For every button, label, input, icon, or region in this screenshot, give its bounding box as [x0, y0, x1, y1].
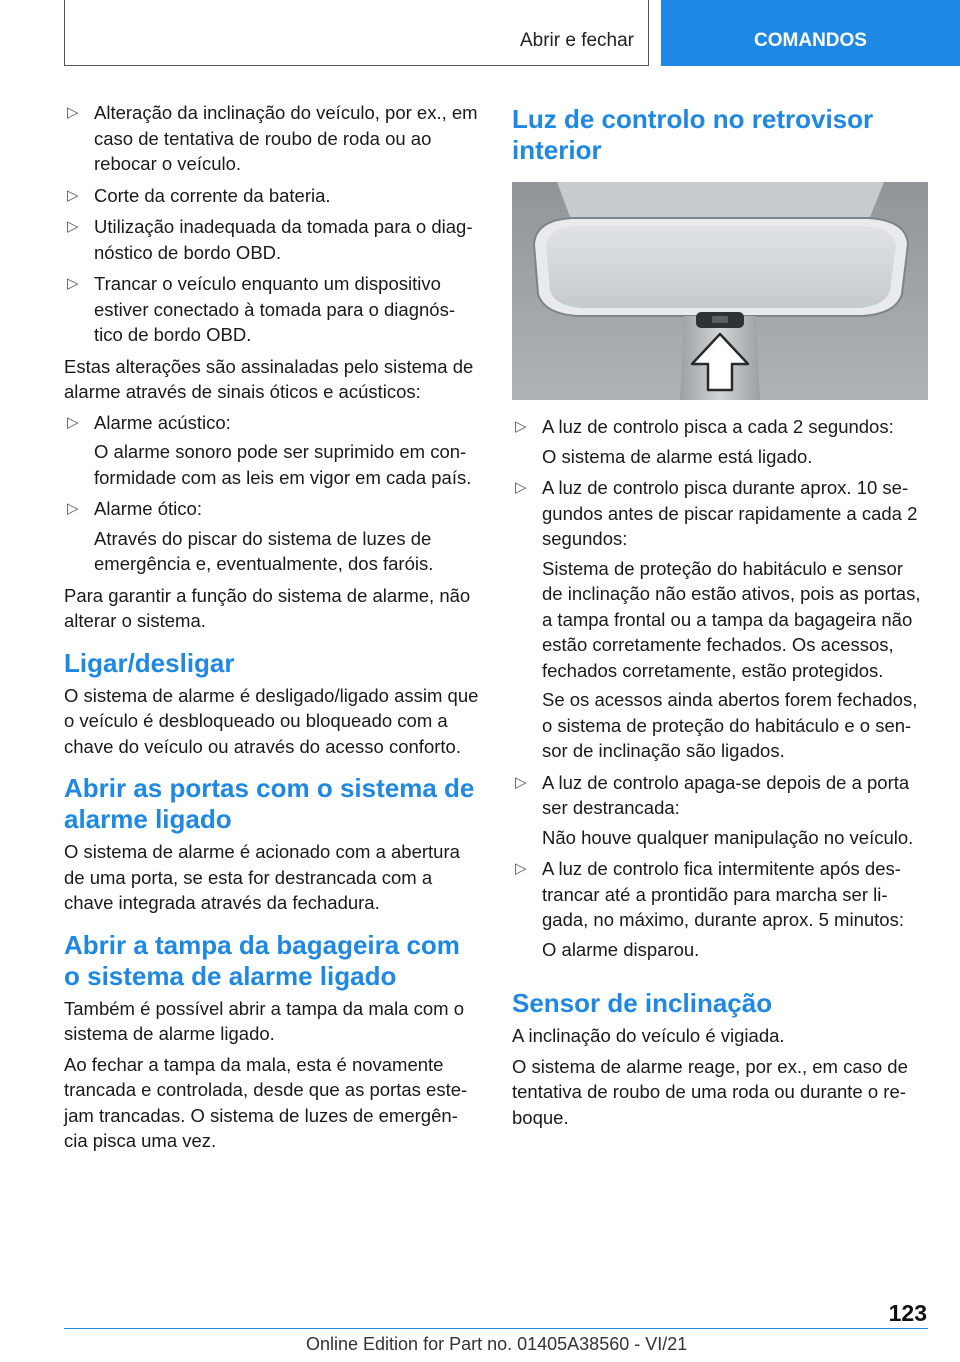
list-item-title: Alarme acústico:	[94, 411, 231, 433]
left-column	[64, 100, 480, 1159]
paragraph: Também é possível abrir a tampa da mala com o sistema de alarme ligado.	[64, 997, 464, 1044]
triangle-bullet-icon: ▷	[67, 104, 79, 121]
triangle-bullet-icon: ▷	[515, 418, 527, 435]
paragraph: O sistema de alarme é acionado com a abertura de uma porta, se esta for destrancada com a chave integrada através da fechadura.	[64, 841, 460, 913]
page-number: 123	[888, 1300, 927, 1326]
paragraph: A inclinação do veículo é vigiada.	[512, 1025, 785, 1046]
right-column	[512, 100, 928, 1135]
list-item-text: Corte da corrente da bateria.	[94, 184, 331, 206]
triangle-bullet-icon: ▷	[67, 218, 79, 235]
mirror-image	[512, 182, 928, 400]
section-heading: Ligar/desligar	[64, 647, 235, 678]
paragraph: Estas alterações são assinaladas pelo sistema de alarme através de sinais óticos e acústicos:	[64, 355, 474, 402]
header-section-title: Abrir e fechar	[519, 30, 634, 51]
triangle-bullet-icon: ▷	[515, 773, 527, 791]
list-item-text: Utilização inadequada da tomada para o diag-nóstico de bordo OBD.	[94, 216, 473, 263]
header-chapter-tab: COMANDOS	[661, 0, 960, 66]
list-item-title: A luz de controlo fica intermitente após des-trancar até a prontidão para marcha ser li-gada, no máximo, durante aprox. 5 minutos:	[542, 858, 904, 930]
triangle-bullet-icon: ▷	[67, 413, 79, 431]
list-item-text: Se os acessos ainda abertos forem fechados, o sistema de proteção do habitáculo e o sen-sor de inclinação são ligados.	[542, 689, 918, 761]
list-item	[64, 271, 480, 348]
paragraph: Ao fechar a tampa da mala, esta é novamente trancada e controlada, desde que as portas este-jam trancadas. O sistema de luzes de emergên-cia pisca uma vez.	[64, 1053, 468, 1151]
paragraph: Para garantir a função do sistema de alarme, não alterar o sistema.	[64, 584, 471, 631]
list-item	[64, 410, 480, 491]
triangle-bullet-icon: ▷	[67, 500, 79, 517]
triangle-bullet-icon: ▷	[67, 275, 79, 292]
list-item-text: O alarme disparou.	[542, 938, 700, 960]
triangle-bullet-icon: ▷	[67, 186, 79, 204]
list-item	[512, 856, 928, 962]
list-item	[64, 100, 480, 177]
list-item	[512, 770, 928, 851]
list-item-text: Sistema de proteção do habitáculo e sensor de inclinação não estão ativos, pois as portas, a tampa frontal ou a tampa da bagageira não estão corretamente fechados. Os acessos, fechados corretamente, estão protegidos.	[542, 557, 921, 681]
section-heading: Abrir as portas com o sistema de alarme ligado	[64, 773, 475, 834]
triangle-bullet-icon: ▷	[515, 860, 527, 877]
list-item	[64, 496, 480, 577]
list-item-text: O alarme sonoro pode ser suprimido em con-formidade com as leis em vigor em cada país.	[94, 441, 472, 488]
section-heading: Luz de controlo no retrovisor interior	[512, 104, 874, 165]
list-item-text: Alteração da inclinação do veículo, por ex., em caso de tentativa de roubo de roda ou ao rebocar o veículo.	[94, 102, 478, 174]
list-item	[512, 414, 928, 469]
footer-edition-note: Online Edition for Part no. 01405A38560 - VI/21	[306, 1334, 688, 1354]
list-item-text: Através do piscar do sistema de luzes de emergência e, eventualmente, dos faróis.	[94, 527, 434, 574]
list-item-text: Não houve qualquer manipulação no veículo.	[542, 826, 914, 848]
paragraph: O sistema de alarme reage, por ex., em caso de tentativa de roubo de uma roda ou durante o re-boque.	[512, 1055, 908, 1128]
rearview-mirror-illustration	[512, 182, 928, 400]
list-item-text: Trancar o veículo enquanto um dispositivo estiver conectado à tomada para o diagnós-tico de bordo OBD.	[94, 273, 455, 345]
triangle-bullet-icon: ▷	[515, 479, 527, 496]
list-item	[64, 214, 480, 265]
section-heading: Abrir a tampa da bagageira com o sistema de alarme ligado	[64, 929, 460, 991]
list-item-title: Alarme ótico:	[94, 498, 202, 519]
section-heading: Sensor de inclinação	[512, 988, 773, 1018]
paragraph: O sistema de alarme é desligado/ligado assim que o veículo é desbloqueado ou bloqueado com a chave do veículo ou através do acesso conforto.	[64, 684, 479, 757]
list-item	[64, 183, 480, 209]
footer-divider	[64, 1328, 928, 1329]
list-item-title: A luz de controlo apaga-se depois de a porta ser destrancada:	[542, 771, 910, 818]
list-item-text: O sistema de alarme está ligado.	[542, 445, 813, 467]
list-item-title: A luz de controlo pisca durante aprox. 10 se-gundos antes de piscar rapidamente a cada 2 segundos:	[542, 477, 918, 549]
list-item-title: A luz de controlo pisca a cada 2 segundos:	[542, 416, 894, 437]
list-item	[512, 475, 928, 764]
